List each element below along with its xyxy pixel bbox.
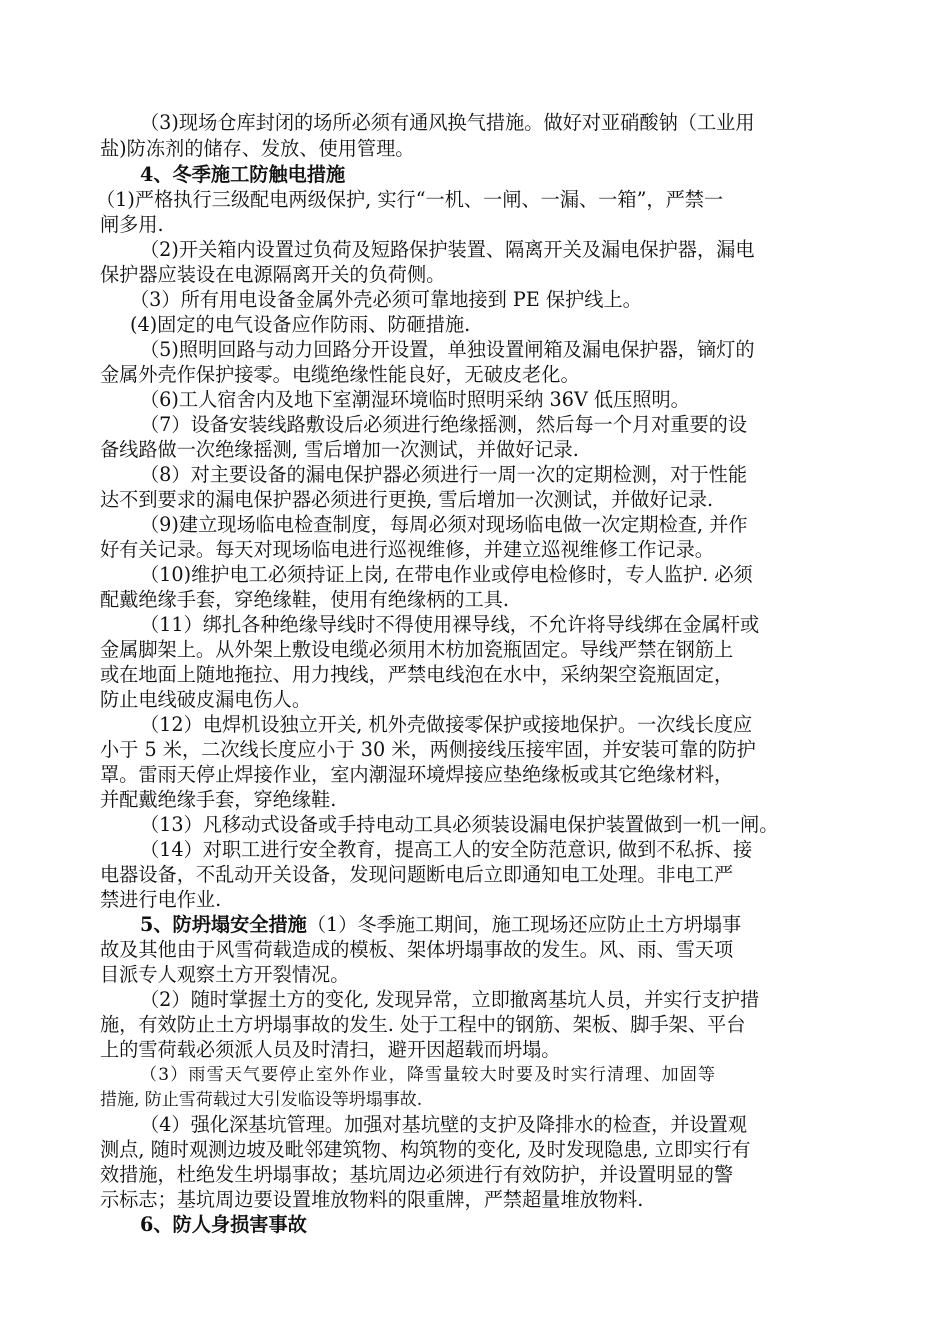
text-line: 电器设备，不乱动开关设备，发现问题断电后立即通知电工处理。非电工严 — [100, 863, 734, 886]
text-line: 闸多用. — [100, 213, 164, 236]
text-line: （14）对职工进行安全教育，提高工人的安全防范意识, 做到不私拆、接 — [140, 838, 753, 861]
section-line — [140, 913, 741, 937]
text-line: （1)严格执行三级配电两级保护, 实行“一机、一闸、一漏、一箱”，严禁一 — [96, 188, 724, 211]
text-line: 或在地面上随地拖拉、用力拽线，严禁电线泡在水中，采纳架空瓷瓶固定， — [100, 663, 734, 686]
text-line: 配戴绝缘手套，穿绝缘鞋，使用有绝缘柄的工具. — [100, 588, 510, 611]
text-line: （3）所有用电设备金属外壳必须可靠地接到 PE 保护线上。 — [130, 288, 642, 311]
text-line: 保护器应装设在电源隔离开关的负荷侧。 — [100, 263, 446, 286]
text-line: （2）随时掌握土方的变化, 发现异常，立即撤离基坑人员，并实行支护措 — [140, 988, 760, 1011]
text-line: 目派专人观察土方开裂情况。 — [100, 963, 350, 986]
text-line: 防止电线破皮漏电伤人。 — [100, 688, 312, 711]
text-line: 金属外壳作保护接零。电缆绝缘性能良好，无破皮老化。 — [100, 363, 580, 386]
text-line: （12）电焊机设独立开关, 机外壳做接零保护或接地保护。一次线长度应 — [140, 713, 753, 736]
text-line: 效措施，杜绝发生坍塌事故；基坑周边必须进行有效防护，并设置明显的警 — [100, 1163, 734, 1186]
text-line: （2)开关箱内设置过负荷及短路保护装置、隔离开关及漏电保护器，漏电 — [140, 238, 755, 261]
text-line: 测点, 随时观测边坡及毗邻建筑物、构筑物的变化, 及时发现隐患, 立即实行有 — [100, 1138, 751, 1161]
text-line: 上的雪荷载必须派人员及时清扫，避开因超载而坍塌。 — [100, 1038, 561, 1061]
text-line: 措施, 防止雪荷载过大引发临设等坍塌事故. — [100, 1090, 423, 1110]
text-line: 并配戴绝缘手套，穿绝缘鞋. — [100, 788, 337, 811]
text-line: （5)照明回路与动力回路分开设置，单独设置闸箱及漏电保护器，镝灯的 — [140, 338, 755, 361]
text-line: （7）设备安装线路敷设后必须进行绝缘摇测，然后每一个月对重要的设 — [140, 413, 748, 436]
text-line: （8）对主要设备的漏电保护器必须进行一周一次的定期检测，对于性能 — [140, 463, 748, 486]
section-heading: 6、防人身损害事故 — [140, 1213, 307, 1236]
text-line: 施，有效防止土方坍塌事故的发生. 处于工程中的钢筋、架板、脚手架、平台 — [100, 1013, 746, 1036]
text-line: （9)建立现场临电检查制度，每周必须对现场临电做一次定期检查, 并作 — [140, 513, 748, 536]
text-line: （1）冬季施工期间，施工现场还应防止土方坍塌事 — [306, 913, 742, 936]
section-heading: 4、冬季施工防触电措施 — [140, 163, 346, 186]
text-line: 罩。雷雨天停止焊接作业，室内潮湿环境焊接应垫绝缘板或其它绝缘材料， — [100, 763, 734, 786]
text-line: （6)工人宿舍内及地下室潮湿环境临时照明采纳 36V 低压照明。 — [140, 388, 690, 411]
text-line: 金属脚架上。从外架上敷设电缆必须用木枋加瓷瓶固定。导线严禁在钢筋上 — [100, 638, 734, 661]
text-line: 示标志；基坑周边要设置堆放物料的限重牌，严禁超量堆放物料. — [100, 1188, 644, 1211]
text-line: 故及其他由于风雪荷载造成的模板、架体坍塌事故的发生。风、雨、雪天项 — [100, 938, 734, 961]
text-line: (4)固定的电气设备应作防雨、防砸措施. — [130, 313, 471, 336]
text-line: （13）凡移动式设备或手持电动工具必须装设漏电保护装置做到一机一闸。 — [140, 813, 779, 836]
section-heading: 5、防坍塌安全措施 — [140, 913, 307, 936]
text-line: （11）绑扎各种绝缘导线时不得使用裸导线，不允许将导线绑在金属杆或 — [140, 613, 760, 636]
text-line: 备线路做一次绝缘摇测, 雪后增加一次测试，并做好记录. — [100, 438, 579, 461]
text-line: 盐)防冻剂的储存、发放、使用管理。 — [100, 137, 415, 160]
text-line: 小于 5 米，二次线长度应小于 30 米，两侧接线压接牢固，并安装可靠的防护 — [100, 738, 756, 761]
text-line: （10)维护电工必须持证上岗, 在带电作业或停电检修时，专人监护. 必须 — [140, 563, 753, 586]
text-line: 好有关记录。每天对现场临电进行巡视维修，并建立巡视维修工作记录。 — [100, 538, 714, 561]
text-line: （4）强化深基坑管理。加强对基坑壁的支护及降排水的检查，并设置观 — [140, 1113, 748, 1136]
text-line: 达不到要求的漏电保护器必须进行更换, 雪后增加一次测试，并做好记录. — [100, 488, 714, 511]
text-line: （3)现场仓库封闭的场所必须有通风换气措施。做好对亚硝酸钠（工业用 — [140, 111, 755, 134]
text-line: （3）雨雪天气要停止室外作业，降雪量较大时要及时实行清理、加固等 — [140, 1065, 717, 1085]
text-line: 禁进行电作业. — [100, 888, 222, 911]
